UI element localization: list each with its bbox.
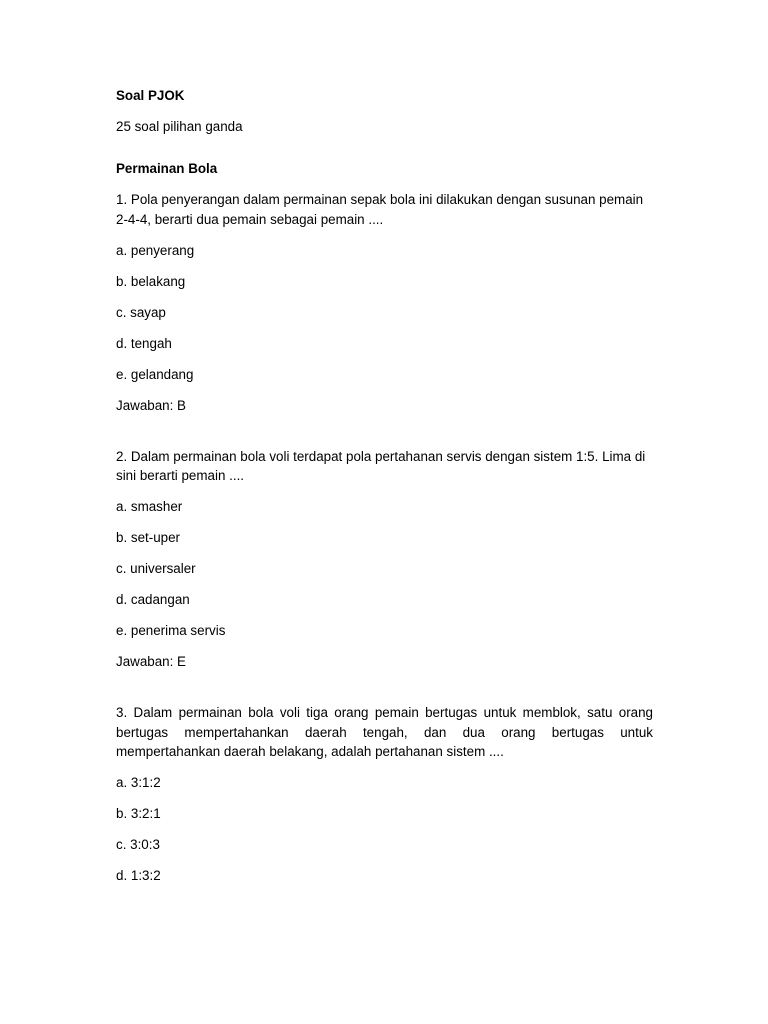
document-body xyxy=(116,86,653,897)
question-3-option-d: d. 1:3:2 xyxy=(116,868,161,883)
spacer xyxy=(116,148,653,159)
question-2-option-e: e. penerima servis xyxy=(116,623,226,638)
section-heading: Permainan Bola xyxy=(116,161,218,176)
question-2-option-b: b. set-uper xyxy=(116,530,181,545)
spacer xyxy=(116,683,653,703)
question-3-option-c: c. 3:0:3 xyxy=(116,837,160,852)
question-1-text: 1. Pola penyerangan dalam permainan sepak bola ini dilakukan dengan susunan pemain 2-4-4, berarti dua pemain sebagai pemain .... xyxy=(116,192,644,227)
question-2-option-c: c. universaler xyxy=(116,561,196,576)
question-3-text: 3. Dalam permainan bola voli tiga orang pemain bertugas untuk memblok, satu orang bertugas mempertahankan daerah tengah, dan dua orang bertugas untuk mempertahankan daerah belakang, adalah pertahanan sistem .... xyxy=(116,705,653,759)
question-1-option-a: a. penyerang xyxy=(116,242,195,258)
question-1-answer: Jawaban: B xyxy=(116,397,186,413)
document-subtitle: 25 soal pilihan ganda xyxy=(116,119,243,134)
spacer xyxy=(116,427,653,447)
question-1-option-e: e. gelandang xyxy=(116,366,194,382)
question-1-option-d: d. tengah xyxy=(116,335,172,351)
question-3-option-a: a. 3:1:2 xyxy=(116,775,161,790)
question-2-answer: Jawaban: E xyxy=(116,654,186,669)
question-3-option-b: b. 3:2:1 xyxy=(116,806,161,821)
question-2-text: 2. Dalam permainan bola voli terdapat pola pertahanan servis dengan sistem 1:5. Lima di sini berarti pemain .... xyxy=(116,448,646,483)
question-2-option-d: d. cadangan xyxy=(116,592,190,607)
question-2-option-a: a. smasher xyxy=(116,499,183,514)
document-title: Soal PJOK xyxy=(116,88,185,103)
question-1-option-b: b. belakang xyxy=(116,273,186,289)
question-1-option-c: c. sayap xyxy=(116,304,166,320)
